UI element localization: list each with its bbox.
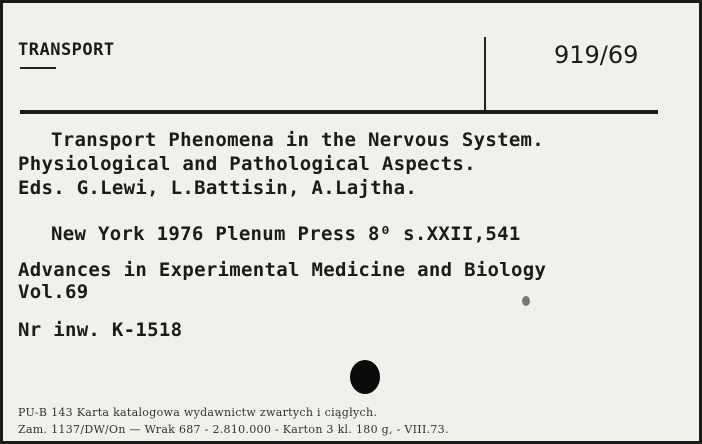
inventory-number: Nr inw. K-1518 <box>18 319 183 341</box>
imprint-line: New York 1976 Plenum Press 8⁰ s.XXII,541 <box>51 223 521 245</box>
card-heading: TRANSPORT <box>18 40 115 60</box>
volume-line: Vol.69 <box>18 281 89 303</box>
footer-line-1: PU-B 143 Karta katalogowa wydawnictw zwartych i ciągłych. <box>18 406 378 419</box>
punch-hole <box>350 360 380 394</box>
series-line: Advances in Experimental Medicine and Biology <box>18 259 547 281</box>
title-line: Transport Phenomena in the Nervous System. <box>51 129 545 151</box>
ink-spot <box>522 296 530 306</box>
vertical-divider <box>484 37 486 111</box>
horizontal-divider <box>20 110 658 114</box>
heading-underline <box>20 67 56 69</box>
subtitle-line: Physiological and Pathological Aspects. <box>18 153 476 175</box>
footer-line-2: Zam. 1137/DW/On — Wrak 687 - 2.810.000 - Karton 3 kl. 180 g, - VIII.73. <box>18 423 449 436</box>
editors-line: Eds. G.Lewi, L.Battisin, A.Lajtha. <box>18 177 418 199</box>
call-number: 919/69 <box>554 41 639 69</box>
catalog-card <box>3 3 699 441</box>
